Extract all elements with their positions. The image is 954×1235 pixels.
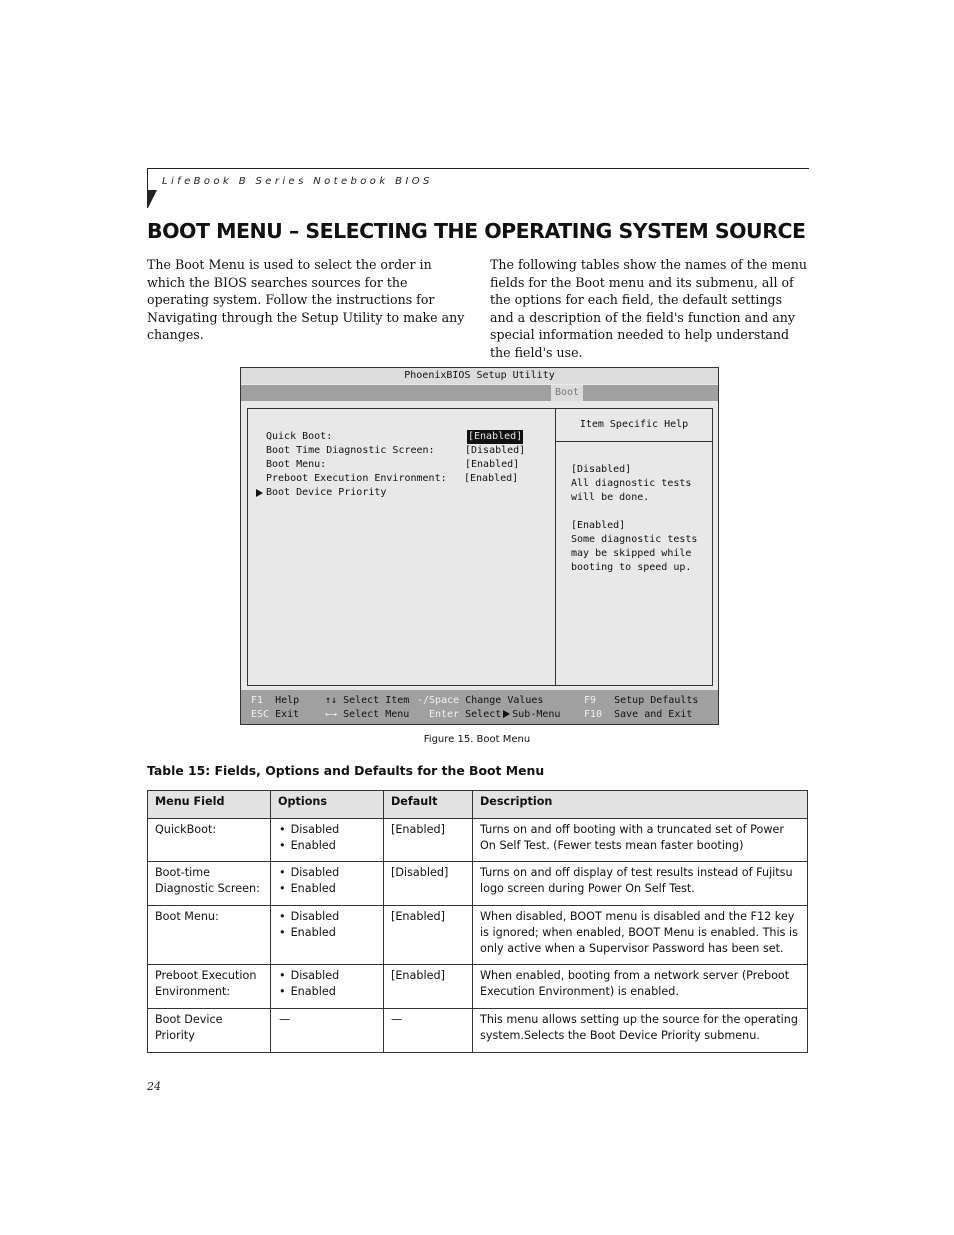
bios-tab-boot[interactable]: Boot bbox=[551, 385, 583, 401]
column-header: Default bbox=[384, 791, 473, 819]
fkey-select-menu[interactable] bbox=[325, 708, 409, 722]
fkey-select-item[interactable] bbox=[325, 694, 409, 708]
help-line: will be done. bbox=[571, 492, 650, 503]
option-item: • Enabled bbox=[279, 984, 376, 1000]
key-desc: Save and Exit bbox=[614, 709, 693, 720]
left-right-arrows-icon: ←→ bbox=[325, 709, 338, 720]
figure-caption: Figure 15. Boot Menu bbox=[423, 734, 531, 745]
table-row bbox=[148, 906, 808, 965]
help-line: Some diagnostic tests bbox=[571, 534, 698, 545]
table-row bbox=[148, 819, 808, 862]
key-desc: Select bbox=[465, 709, 502, 720]
cell-options bbox=[271, 819, 384, 862]
bios-menu-bar bbox=[241, 385, 718, 401]
fields-table bbox=[147, 790, 808, 1053]
key-desc: Change Values bbox=[465, 695, 544, 706]
bios-item-value[interactable]: [Enabled] bbox=[464, 473, 519, 484]
running-header: LifeBook B Series Notebook BIOS bbox=[162, 176, 433, 187]
key-f10: F10 bbox=[584, 709, 603, 720]
help-line: All diagnostic tests bbox=[571, 478, 692, 489]
key-desc: Exit bbox=[275, 709, 300, 720]
bios-item-value[interactable]: [Disabled] bbox=[465, 445, 526, 456]
fkey-save-exit[interactable] bbox=[584, 708, 692, 722]
cell-field: QuickBoot: bbox=[148, 819, 271, 862]
bios-main-panel bbox=[247, 408, 556, 686]
fkey-select-submenu[interactable] bbox=[429, 708, 560, 722]
cell-description: When disabled, BOOT menu is disabled and the F12 key is ignored; when enabled, BOOT Menu is enabled. This is only active when a Supervisor Password has been set. bbox=[473, 906, 808, 965]
fkey-setup-defaults[interactable] bbox=[584, 694, 698, 708]
cell-default: [Disabled] bbox=[384, 862, 473, 906]
page-number: 24 bbox=[147, 1080, 161, 1093]
key-desc: Select Menu bbox=[343, 709, 410, 720]
cell-description: Turns on and off display of test results instead of Fujitsu logo screen during Power On Self Test. bbox=[473, 862, 808, 906]
cell-field: Boot-time Diagnostic Screen: bbox=[148, 862, 271, 906]
help-line: booting to speed up. bbox=[571, 562, 692, 573]
bios-item-label: Boot Device Priority bbox=[266, 487, 387, 498]
key-space: -/Space bbox=[417, 695, 460, 706]
column-header: Menu Field bbox=[148, 791, 271, 819]
bios-help-panel bbox=[555, 408, 713, 686]
cell-description: When enabled, booting from a network server (Preboot Execution Environment) is enabled. bbox=[473, 965, 808, 1009]
bios-title: PhoenixBIOS Setup Utility bbox=[241, 368, 718, 384]
table-title: Table 15: Fields, Options and Defaults for the Boot Menu bbox=[147, 763, 545, 778]
option-item: • Disabled bbox=[279, 909, 376, 925]
key-enter: Enter bbox=[429, 709, 460, 720]
option-item: • Enabled bbox=[279, 925, 376, 941]
key-desc: Help bbox=[275, 695, 300, 706]
intro-paragraph-left: The Boot Menu is used to select the order in which the BIOS searches sources for the operating system. Follow the instructions for Navigating through the Setup Utility to make any changes. bbox=[147, 257, 465, 343]
cell-options bbox=[271, 862, 384, 906]
bios-item-label: Quick Boot: bbox=[266, 431, 333, 442]
table-row bbox=[148, 1009, 808, 1053]
option-item: • Disabled bbox=[279, 968, 376, 984]
fkey-help[interactable] bbox=[251, 694, 299, 708]
up-down-arrows-icon: ↑↓ bbox=[325, 695, 338, 706]
submenu-arrow-icon bbox=[256, 489, 263, 497]
bios-item-value[interactable]: [Enabled] bbox=[468, 431, 523, 442]
cell-field: Boot Device Priority bbox=[148, 1009, 271, 1053]
bios-item-label: Boot Menu: bbox=[266, 459, 327, 470]
cell-default: [Enabled] bbox=[384, 906, 473, 965]
header-tab-mark bbox=[148, 190, 157, 208]
bios-item-label: Preboot Execution Environment: bbox=[266, 473, 447, 484]
bios-footer bbox=[241, 690, 718, 724]
cell-options bbox=[271, 906, 384, 965]
help-line: [Enabled] bbox=[571, 520, 626, 531]
table-header-row bbox=[148, 791, 808, 819]
key-desc: Select Item bbox=[343, 695, 410, 706]
cell-field: Preboot Execution Environment: bbox=[148, 965, 271, 1009]
key-f9: F9 bbox=[584, 695, 597, 706]
help-line: may be skipped while bbox=[571, 548, 692, 559]
help-heading: Item Specific Help bbox=[556, 409, 712, 442]
table-row bbox=[148, 862, 808, 906]
bios-screen bbox=[240, 367, 719, 725]
help-line: [Disabled] bbox=[571, 464, 632, 475]
option-item: • Disabled bbox=[279, 822, 376, 838]
option-item: • Disabled bbox=[279, 865, 376, 881]
intro-paragraph-right: The following tables show the names of the menu fields for the Boot menu and its submenu, all of the options for each field, the default settings and a description of the field's function and any special information needed to help understand the field's use. bbox=[490, 257, 807, 360]
cell-default: [Enabled] bbox=[384, 965, 473, 1009]
cell-options bbox=[271, 965, 384, 1009]
cell-default: [Enabled] bbox=[384, 819, 473, 862]
key-desc: Sub-Menu bbox=[512, 709, 561, 720]
key-desc: Setup Defaults bbox=[614, 695, 699, 706]
key-esc: ESC bbox=[251, 709, 270, 720]
fkey-exit[interactable] bbox=[251, 708, 299, 722]
key-f1: F1 bbox=[251, 695, 264, 706]
column-header: Options bbox=[271, 791, 384, 819]
page-title: BOOT MENU – SELECTING THE OPERATING SYSTEM SOURCE bbox=[147, 219, 806, 243]
cell-field: Boot Menu: bbox=[148, 906, 271, 965]
table-row bbox=[148, 965, 808, 1009]
option-item: • Enabled bbox=[279, 881, 376, 897]
column-header: Description bbox=[473, 791, 808, 819]
submenu-arrow-icon bbox=[503, 710, 510, 718]
header-rule bbox=[147, 168, 809, 169]
bios-item-value[interactable]: [Enabled] bbox=[465, 459, 520, 470]
bios-item-label: Boot Time Diagnostic Screen: bbox=[266, 445, 435, 456]
option-item: • Enabled bbox=[279, 838, 376, 854]
cell-options: — bbox=[271, 1009, 384, 1053]
fkey-change-values[interactable] bbox=[417, 694, 543, 708]
cell-description: Turns on and off booting with a truncated set of Power On Self Test. (Fewer tests mean faster booting) bbox=[473, 819, 808, 862]
cell-description: This menu allows setting up the source for the operating system.Selects the Boot Device Priority submenu. bbox=[473, 1009, 808, 1053]
cell-default: — bbox=[384, 1009, 473, 1053]
